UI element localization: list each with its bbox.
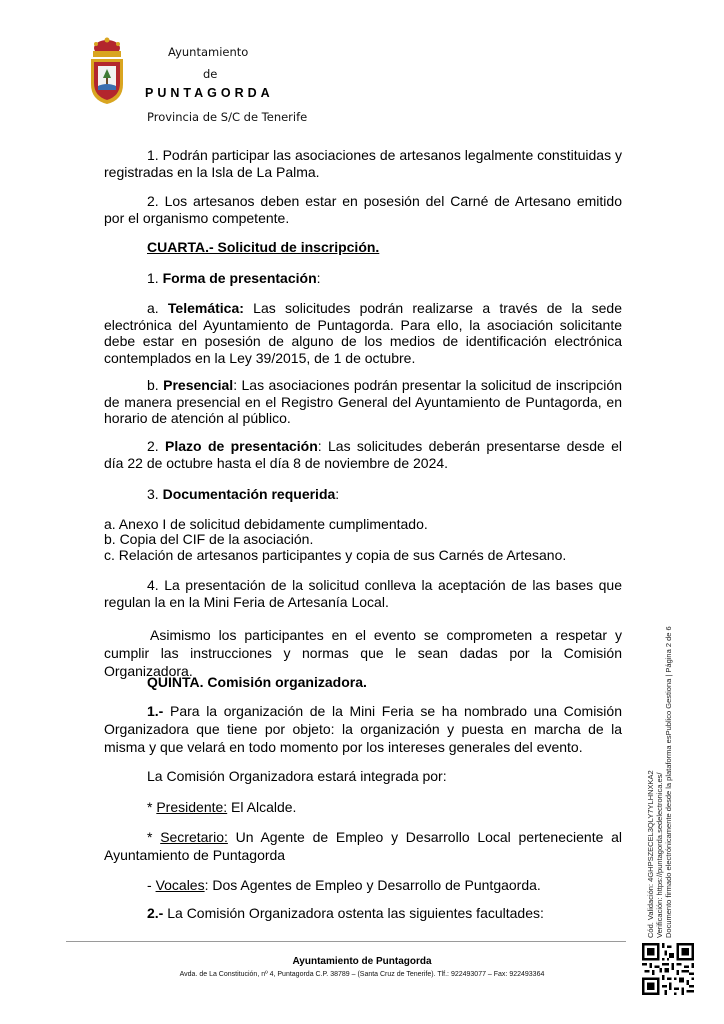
section-heading-quinta: QUINTA. Comisión organizadora. [147, 674, 367, 690]
list-item-cif: b. Copia del CIF de la asociación. [104, 531, 314, 547]
header-municipality-label: Ayuntamiento [168, 45, 249, 59]
footer-divider [66, 941, 626, 942]
paragraph-asimismo: Asimismo los participantes en el evento se comprometen a respetar y cumplir las instrucciones y normas que le sean dadas por la Comisión Organizadora. [104, 627, 622, 679]
validation-code-label: Cód. Validación: 4GHPSZECEL3QLY7YLHNXKA2 [646, 770, 655, 938]
paragraph-presencial: b. Presencial: Las asociaciones podrán presentar la solicitud de inscripción de manera presencial en el Registro General del Ayuntamiento de Puntagorda, en horario de atención al público. [104, 377, 622, 426]
header-preposition: de [203, 67, 218, 81]
signature-page-info: Documento firmado electrónicamente desde la plataforma esPublico Gestiona | Página 2 de 6 [664, 626, 673, 938]
paragraph-artisan-card: 2. Los artesanos deben estar en posesión del Carné de Artesano emitido por el organismo competente. [104, 193, 622, 226]
coat-of-arms-icon [86, 36, 128, 106]
header-town-name: PUNTAGORDA [145, 86, 274, 100]
subheading-documentacion: 3. Documentación requerida: [147, 486, 340, 502]
paragraph-telematica: a. Telemática: Las solicitudes podrán realizarse a través de la sede electrónica del Ayuntamiento de Puntagorda. Para ello, la asociación solicitante debe estar en posesión de alguno de los medios de identificación electrónica contemplados en la Ley 39/2015, de 1 de octubre. [104, 300, 622, 366]
member-presidente: * Presidente: El Alcalde. [147, 799, 297, 815]
footer-title: Ayuntamiento de Puntagorda [292, 956, 432, 967]
footer-address: Avda. de La Constitución, nº 4, Puntagorda C.P. 38789 – (Santa Cruz de Tenerife). Tlf.: 922493077 – Fax: 922493364 [179, 971, 545, 978]
paragraph-eligibility: 1. Podrán participar las asociaciones de artesanos legalmente constituidas y registradas en la Isla de La Palma. [104, 147, 622, 180]
qr-code-icon [642, 943, 694, 995]
header-province: Provincia de S/C de Tenerife [147, 110, 308, 124]
paragraph-integrada: La Comisión Organizadora estará integrada por: [147, 768, 447, 784]
paragraph-acceptance: 4. La presentación de la solicitud conlleva la aceptación de las bases que regulan la en la Mini Feria de Artesanía Local. [104, 577, 622, 610]
section-heading-cuarta: CUARTA.- Solicitud de inscripción. [147, 239, 380, 255]
list-item-artesanos: c. Relación de artesanos participantes y copia de sus Carnés de Artesano. [104, 547, 567, 563]
paragraph-facultades: 2.- La Comisión Organizadora ostenta las siguientes facultades: [147, 905, 544, 921]
list-item-anexo: a. Anexo I de solicitud debidamente cumplimentado. [104, 516, 428, 532]
member-vocales: - Vocales: Dos Agentes de Empleo y Desarrollo de Puntgaorda. [147, 877, 541, 893]
member-secretario: * Secretario: Un Agente de Empleo y Desarrollo Local perteneciente al Ayuntamiento de Puntagorda [104, 829, 622, 863]
subheading-forma: 1. Forma de presentación: [147, 270, 321, 286]
verification-url-link[interactable]: Verificación: https://puntagorda.sedelectronica.es/ [655, 772, 664, 938]
paragraph-comision: 1.- Para la organización de la Mini Feria se ha nombrado una Comisión Organizadora que tiene por objeto: la organización y puesta en marcha de la misma y que velará en todo momento por los intereses generales del evento. [104, 703, 622, 755]
paragraph-plazo: 2. Plazo de presentación: Las solicitudes deberán presentarse desde el día 22 de octubre hasta el día 8 de noviembre de 2024. [104, 438, 622, 471]
